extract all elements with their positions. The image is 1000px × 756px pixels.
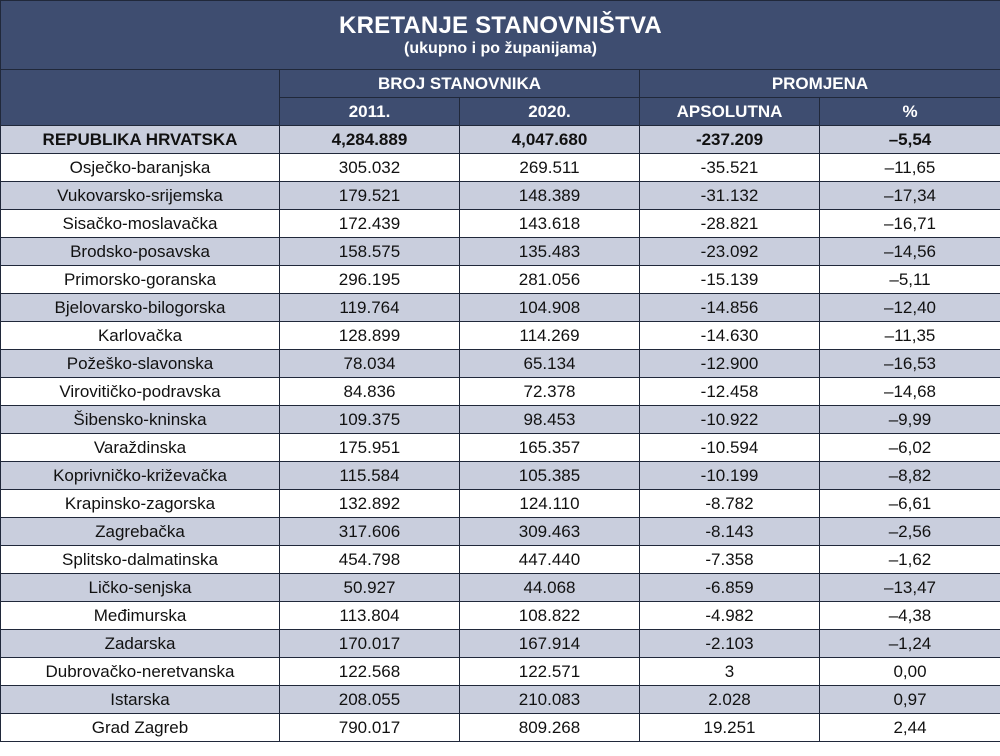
county-name-cell: Splitsko-dalmatinska	[1, 546, 280, 574]
county-name-cell: Požeško-slavonska	[1, 350, 280, 378]
absolute-change-cell: 3	[640, 658, 820, 686]
table-row	[1, 714, 1000, 742]
population-2020-cell: 124.110	[460, 490, 640, 518]
absolute-change-cell: -4.982	[640, 602, 820, 630]
percent-change-cell: –11,35	[820, 322, 1000, 350]
population-2020-cell: 269.511	[460, 154, 640, 182]
column-header-2011: 2011.	[280, 98, 460, 126]
absolute-change-cell: -14.630	[640, 322, 820, 350]
percent-change-cell: 0,00	[820, 658, 1000, 686]
table-row	[1, 182, 1000, 210]
column-header-percent: %	[820, 98, 1000, 126]
population-2011-cell: 78.034	[280, 350, 460, 378]
table-row	[1, 406, 1000, 434]
population-2020-cell: 65.134	[460, 350, 640, 378]
county-name-cell: Brodsko-posavska	[1, 238, 280, 266]
total-name-cell: REPUBLIKA HRVATSKA	[1, 126, 280, 154]
total-2011-cell: 4,284.889	[280, 126, 460, 154]
population-2011-cell: 170.017	[280, 630, 460, 658]
population-2020-cell: 104.908	[460, 294, 640, 322]
population-2011-cell: 115.584	[280, 462, 460, 490]
absolute-change-cell: -7.358	[640, 546, 820, 574]
percent-change-cell: –6,61	[820, 490, 1000, 518]
absolute-change-cell: -10.922	[640, 406, 820, 434]
table-row	[1, 154, 1000, 182]
population-2020-cell: 447.440	[460, 546, 640, 574]
percent-change-cell: –1,62	[820, 546, 1000, 574]
county-name-cell: Bjelovarsko-bilogorska	[1, 294, 280, 322]
table-row	[1, 546, 1000, 574]
population-2011-cell: 296.195	[280, 266, 460, 294]
table-row	[1, 686, 1000, 714]
column-header-absolute: APSOLUTNA	[640, 98, 820, 126]
title-cell	[1, 1, 1000, 70]
table-row	[1, 462, 1000, 490]
county-name-cell: Koprivničko-križevačka	[1, 462, 280, 490]
absolute-change-cell: -8.143	[640, 518, 820, 546]
percent-change-cell: –11,65	[820, 154, 1000, 182]
population-2020-cell: 281.056	[460, 266, 640, 294]
population-2011-cell: 317.606	[280, 518, 460, 546]
population-2020-cell: 108.822	[460, 602, 640, 630]
absolute-change-cell: -31.132	[640, 182, 820, 210]
percent-change-cell: –8,82	[820, 462, 1000, 490]
table-subtitle: (ukupno i po županijama)	[404, 40, 597, 57]
county-name-cell: Karlovačka	[1, 322, 280, 350]
county-name-cell: Istarska	[1, 686, 280, 714]
percent-change-cell: –4,38	[820, 602, 1000, 630]
table-row	[1, 378, 1000, 406]
population-2020-cell: 809.268	[460, 714, 640, 742]
percent-change-cell: –2,56	[820, 518, 1000, 546]
county-name-cell: Dubrovačko-neretvanska	[1, 658, 280, 686]
population-2020-cell: 105.385	[460, 462, 640, 490]
county-name-cell: Krapinsko-zagorska	[1, 490, 280, 518]
county-name-cell: Sisačko-moslavačka	[1, 210, 280, 238]
population-2011-cell: 119.764	[280, 294, 460, 322]
table-title: KRETANJE STANOVNIŠTVA	[339, 12, 662, 39]
county-name-cell: Zadarska	[1, 630, 280, 658]
population-2020-cell: 309.463	[460, 518, 640, 546]
absolute-change-cell: 2.028	[640, 686, 820, 714]
total-absolute-cell: -237.209	[640, 126, 820, 154]
population-2020-cell: 114.269	[460, 322, 640, 350]
absolute-change-cell: -6.859	[640, 574, 820, 602]
population-2011-cell: 175.951	[280, 434, 460, 462]
population-2011-cell: 790.017	[280, 714, 460, 742]
population-2011-cell: 128.899	[280, 322, 460, 350]
population-2011-cell: 158.575	[280, 238, 460, 266]
county-name-cell: Međimurska	[1, 602, 280, 630]
table-row	[1, 574, 1000, 602]
percent-change-cell: –16,53	[820, 350, 1000, 378]
population-2011-cell: 208.055	[280, 686, 460, 714]
absolute-change-cell: -23.092	[640, 238, 820, 266]
percent-change-cell: –5,11	[820, 266, 1000, 294]
percent-change-cell: 0,97	[820, 686, 1000, 714]
population-2011-cell: 84.836	[280, 378, 460, 406]
table-row	[1, 350, 1000, 378]
table-row	[1, 266, 1000, 294]
population-2011-cell: 50.927	[280, 574, 460, 602]
population-2011-cell: 305.032	[280, 154, 460, 182]
population-2011-cell: 122.568	[280, 658, 460, 686]
population-2020-cell: 122.571	[460, 658, 640, 686]
population-2011-cell: 454.798	[280, 546, 460, 574]
population-2011-cell: 132.892	[280, 490, 460, 518]
county-name-cell: Ličko-senjska	[1, 574, 280, 602]
table-row	[1, 518, 1000, 546]
total-row	[1, 126, 1000, 154]
absolute-change-cell: 19.251	[640, 714, 820, 742]
county-name-cell: Varaždinska	[1, 434, 280, 462]
absolute-change-cell: -12.900	[640, 350, 820, 378]
population-2020-cell: 98.453	[460, 406, 640, 434]
absolute-change-cell: -2.103	[640, 630, 820, 658]
table-row	[1, 658, 1000, 686]
percent-change-cell: –14,68	[820, 378, 1000, 406]
percent-change-cell: –16,71	[820, 210, 1000, 238]
county-name-cell: Grad Zagreb	[1, 714, 280, 742]
table-row	[1, 322, 1000, 350]
table-row	[1, 294, 1000, 322]
county-name-cell: Virovitičko-podravska	[1, 378, 280, 406]
county-name-cell: Zagrebačka	[1, 518, 280, 546]
table-row	[1, 210, 1000, 238]
population-group-header: BROJ STANOVNIKA	[280, 70, 640, 98]
population-2020-cell: 210.083	[460, 686, 640, 714]
population-2020-cell: 143.618	[460, 210, 640, 238]
population-2020-cell: 135.483	[460, 238, 640, 266]
percent-change-cell: –9,99	[820, 406, 1000, 434]
table-row	[1, 434, 1000, 462]
population-2020-cell: 44.068	[460, 574, 640, 602]
absolute-change-cell: -12.458	[640, 378, 820, 406]
percent-change-cell: –14,56	[820, 238, 1000, 266]
population-2020-cell: 148.389	[460, 182, 640, 210]
percent-change-cell: –17,34	[820, 182, 1000, 210]
percent-change-cell: 2,44	[820, 714, 1000, 742]
absolute-change-cell: -10.594	[640, 434, 820, 462]
absolute-change-cell: -15.139	[640, 266, 820, 294]
total-2020-cell: 4,047.680	[460, 126, 640, 154]
percent-change-cell: –12,40	[820, 294, 1000, 322]
absolute-change-cell: -10.199	[640, 462, 820, 490]
population-2020-cell: 165.357	[460, 434, 640, 462]
percent-change-cell: –1,24	[820, 630, 1000, 658]
county-name-cell: Šibensko-kninska	[1, 406, 280, 434]
population-2020-cell: 72.378	[460, 378, 640, 406]
population-2011-cell: 179.521	[280, 182, 460, 210]
table-row	[1, 490, 1000, 518]
county-header-cell	[1, 70, 280, 126]
population-2011-cell: 172.439	[280, 210, 460, 238]
population-2011-cell: 109.375	[280, 406, 460, 434]
absolute-change-cell: -8.782	[640, 490, 820, 518]
percent-change-cell: –6,02	[820, 434, 1000, 462]
county-name-cell: Osječko-baranjska	[1, 154, 280, 182]
table-row	[1, 630, 1000, 658]
county-name-cell: Vukovarsko-srijemska	[1, 182, 280, 210]
total-percent-cell: –5,54	[820, 126, 1000, 154]
column-header-2020: 2020.	[460, 98, 640, 126]
population-2011-cell: 113.804	[280, 602, 460, 630]
absolute-change-cell: -35.521	[640, 154, 820, 182]
change-group-header: PROMJENA	[640, 70, 1000, 98]
county-name-cell: Primorsko-goranska	[1, 266, 280, 294]
population-2020-cell: 167.914	[460, 630, 640, 658]
table-row	[1, 602, 1000, 630]
percent-change-cell: –13,47	[820, 574, 1000, 602]
absolute-change-cell: -28.821	[640, 210, 820, 238]
table-row	[1, 238, 1000, 266]
absolute-change-cell: -14.856	[640, 294, 820, 322]
